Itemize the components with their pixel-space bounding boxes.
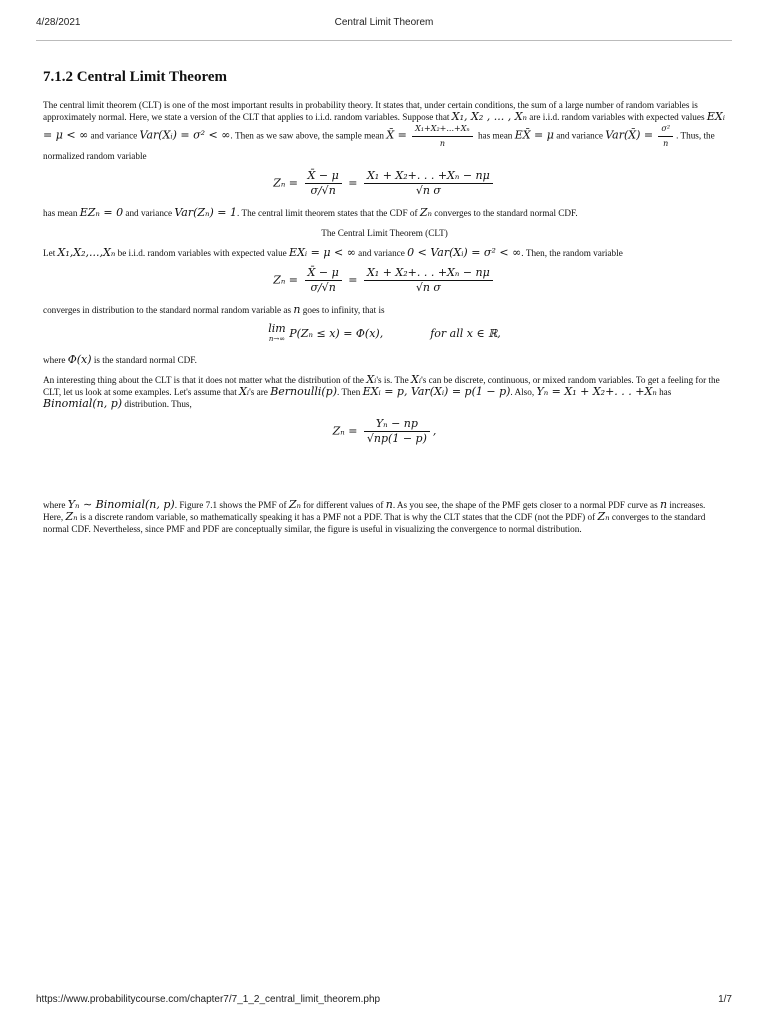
paragraph-phi: where Φ(x) is the standard normal CDF. — [43, 353, 197, 366]
paragraph-theorem: Let X₁,X₂,...,Xₙ be i.i.d. random variables with expected value EXᵢ = μ < ∞ and variance 0 < Var(Xᵢ) = σ² < ∞. Then, the random variable — [43, 246, 623, 259]
math-inline: Zₙ — [419, 206, 432, 219]
limit-operator: lim n→∞ — [268, 322, 286, 343]
math-inline: Yₙ ∼ Binomial(n, p) — [67, 498, 175, 511]
math-inline: n — [659, 498, 668, 511]
math-inline: Bernoulli(p) — [270, 385, 338, 398]
page-url: https://www.probabilitycourse.com/chapter7/7_1_2_central_limit_theorem.php — [36, 994, 381, 1005]
math-inline: Zₙ — [65, 510, 78, 523]
math-inline: Zₙ — [288, 498, 301, 511]
math-fraction: $\frac{\text{X₁ + X₂+. . . +Xₙ − nμ}}{\text{√n σ}}$ — [364, 267, 493, 294]
print-date: 4/28/2021 — [36, 17, 81, 28]
math-inline: Xᵢ — [366, 373, 377, 386]
math-fraction: $\frac{X̄ - \mu}{\sigma/√n}$ — [305, 267, 342, 294]
section-heading: 7.1.2 Central Limit Theorem — [43, 69, 228, 85]
print-header — [36, 17, 732, 31]
math-inline: EZₙ = 0 — [79, 206, 124, 219]
page-number: 1/7 — [718, 994, 732, 1005]
math-inline: X̄ = — [386, 128, 407, 142]
math-inline: Binomial(n, p) — [43, 397, 123, 410]
theorem-title: The Central Limit Theorem (CLT) — [321, 228, 448, 238]
paragraph-figure: where Yₙ ∼ Binomial(n, p). Figure 7.1 shows the PMF of Zₙ for different values of n. As you see, the shape of the PMF gets closer to a normal PDF curve as n increases. Here, Zₙ is a discrete random variable, so mathematically speaking it has a PMF not a PDF. That is why the CLT states that the CDF (not the PDF) of Zₙ converges to the standard normal CDF. Nevertheless, since PMF and PDF are conceptually similar, the figure is useful in visualizing the convergence to normal distribution. — [43, 498, 706, 534]
print-footer — [36, 994, 732, 1008]
math-inline: n — [385, 498, 393, 511]
math-inline: EXᵢ = p, Var(Xᵢ) = p(1 − p) — [362, 385, 511, 398]
math-fraction: $\frac{\text{X₁ + X₂+. . . +Xₙ − nμ}}{\text{√n σ}}$ — [364, 170, 493, 197]
equation-normalized: Zₙ = $\frac{X̄ - \mu}{\sigma/√n}$ = $\frac{\text{X₁ + X₂+. . . +Xₙ − nμ}}{\text{√n σ}}$ — [43, 170, 726, 197]
paragraph-mean-variance: has mean EZₙ = 0 and variance Var(Zₙ) = 1. The central limit theorem states that the CDF of Zₙ converges to the standard normal CDF. — [43, 206, 578, 219]
math-inline: Var(X̄) = — [605, 128, 654, 142]
math-inline: EX̄ = μ — [514, 128, 554, 142]
header-divider — [36, 40, 732, 41]
print-title: Central Limit Theorem — [334, 17, 434, 28]
math-inline: Yₙ = X₁ + X₂+. . . +Xₙ — [536, 385, 657, 398]
math-inline: EXᵢ = μ < ∞ — [289, 246, 356, 259]
equation-binomial: Zₙ = $\frac{\text{Yₙ − np}}{√np(1 - p)}$ , — [332, 417, 437, 445]
math-fraction: $\frac{X̄ - \mu}{\sigma/√n}$ — [305, 170, 342, 197]
article-body — [43, 68, 726, 543]
math-inline: Zₙ — [597, 510, 610, 523]
equation-limit: lim n→∞ P(Zₙ ≤ x) = Φ(x), for all x ∈ ℝ, — [268, 322, 501, 343]
math-fraction: $\frac{\text{σ²}}{n}$ — [658, 123, 673, 150]
math-fraction: $\frac{\text{Yₙ − np}}{√np(1 - p)}$ — [364, 418, 430, 445]
math-inline: Xᵢ — [239, 385, 250, 398]
math-fraction: $\frac{\text{X₁+X₂+...+Xₙ}}{n}$ — [412, 123, 472, 150]
paragraph-intro: The central limit theorem (CLT) is one of the most important results in probability theory. It states that, under certain conditions, the sum of a large number of random variables is approximately normal. Here, we state a version of the CLT that applies to i.i.d. random variables. Suppose that X₁, X₂ , ... , Xₙ are i.i.d. random variables with expected values EXᵢ = μ < ∞ and variance Var(Xᵢ) = σ² < ∞. Then as we saw above, the sample mean X̄ = $\frac{\text{X₁+X₂+...+Xₙ}}{n}$ has mean EX̄ = μ and variance Var(X̄) = $\frac{\text{σ²}}{n}$ . Thus, the normalized random variable — [43, 100, 725, 161]
paragraph-bernoulli: An interesting thing about the CLT is that it does not matter what the distribution of the Xᵢ's is. The Xᵢ's can be discrete, continuous, or mixed random variables. To get a feeling for the CLT, let us look at some examples. Let's assume that Xᵢ's are Bernoulli(p). Then EXᵢ = p, Var(Xᵢ) = p(1 − p). Also, Yₙ = X₁ + X₂+. . . +Xₙ has Binomial(n, p) distribution. Thus, — [43, 373, 720, 410]
math-inline: Var(Xᵢ) = σ² < ∞ — [139, 128, 231, 142]
equation-theorem: Zₙ = $\frac{X̄ - \mu}{\sigma/√n}$ = $\frac{\text{X₁ + X₂+. . . +Xₙ − nμ}}{\text{√n σ}}$ — [43, 267, 726, 294]
math-inline: Var(Zₙ) = 1 — [174, 206, 238, 219]
math-inline: n — [293, 303, 301, 316]
math-inline: Xᵢ — [411, 373, 422, 386]
math-inline: Φ(x) — [67, 353, 92, 366]
math-inline: X₁, X₂ , ... , Xₙ — [451, 110, 527, 123]
math-inline: X₁,X₂,...,Xₙ — [57, 246, 116, 259]
paragraph-convergence: converges in distribution to the standard normal random variable as n goes to infinity, that is — [43, 303, 385, 316]
math-inline: 0 < Var(Xᵢ) = σ² < ∞ — [407, 246, 522, 259]
math-inline: EXᵢ = μ < ∞ — [43, 110, 725, 142]
